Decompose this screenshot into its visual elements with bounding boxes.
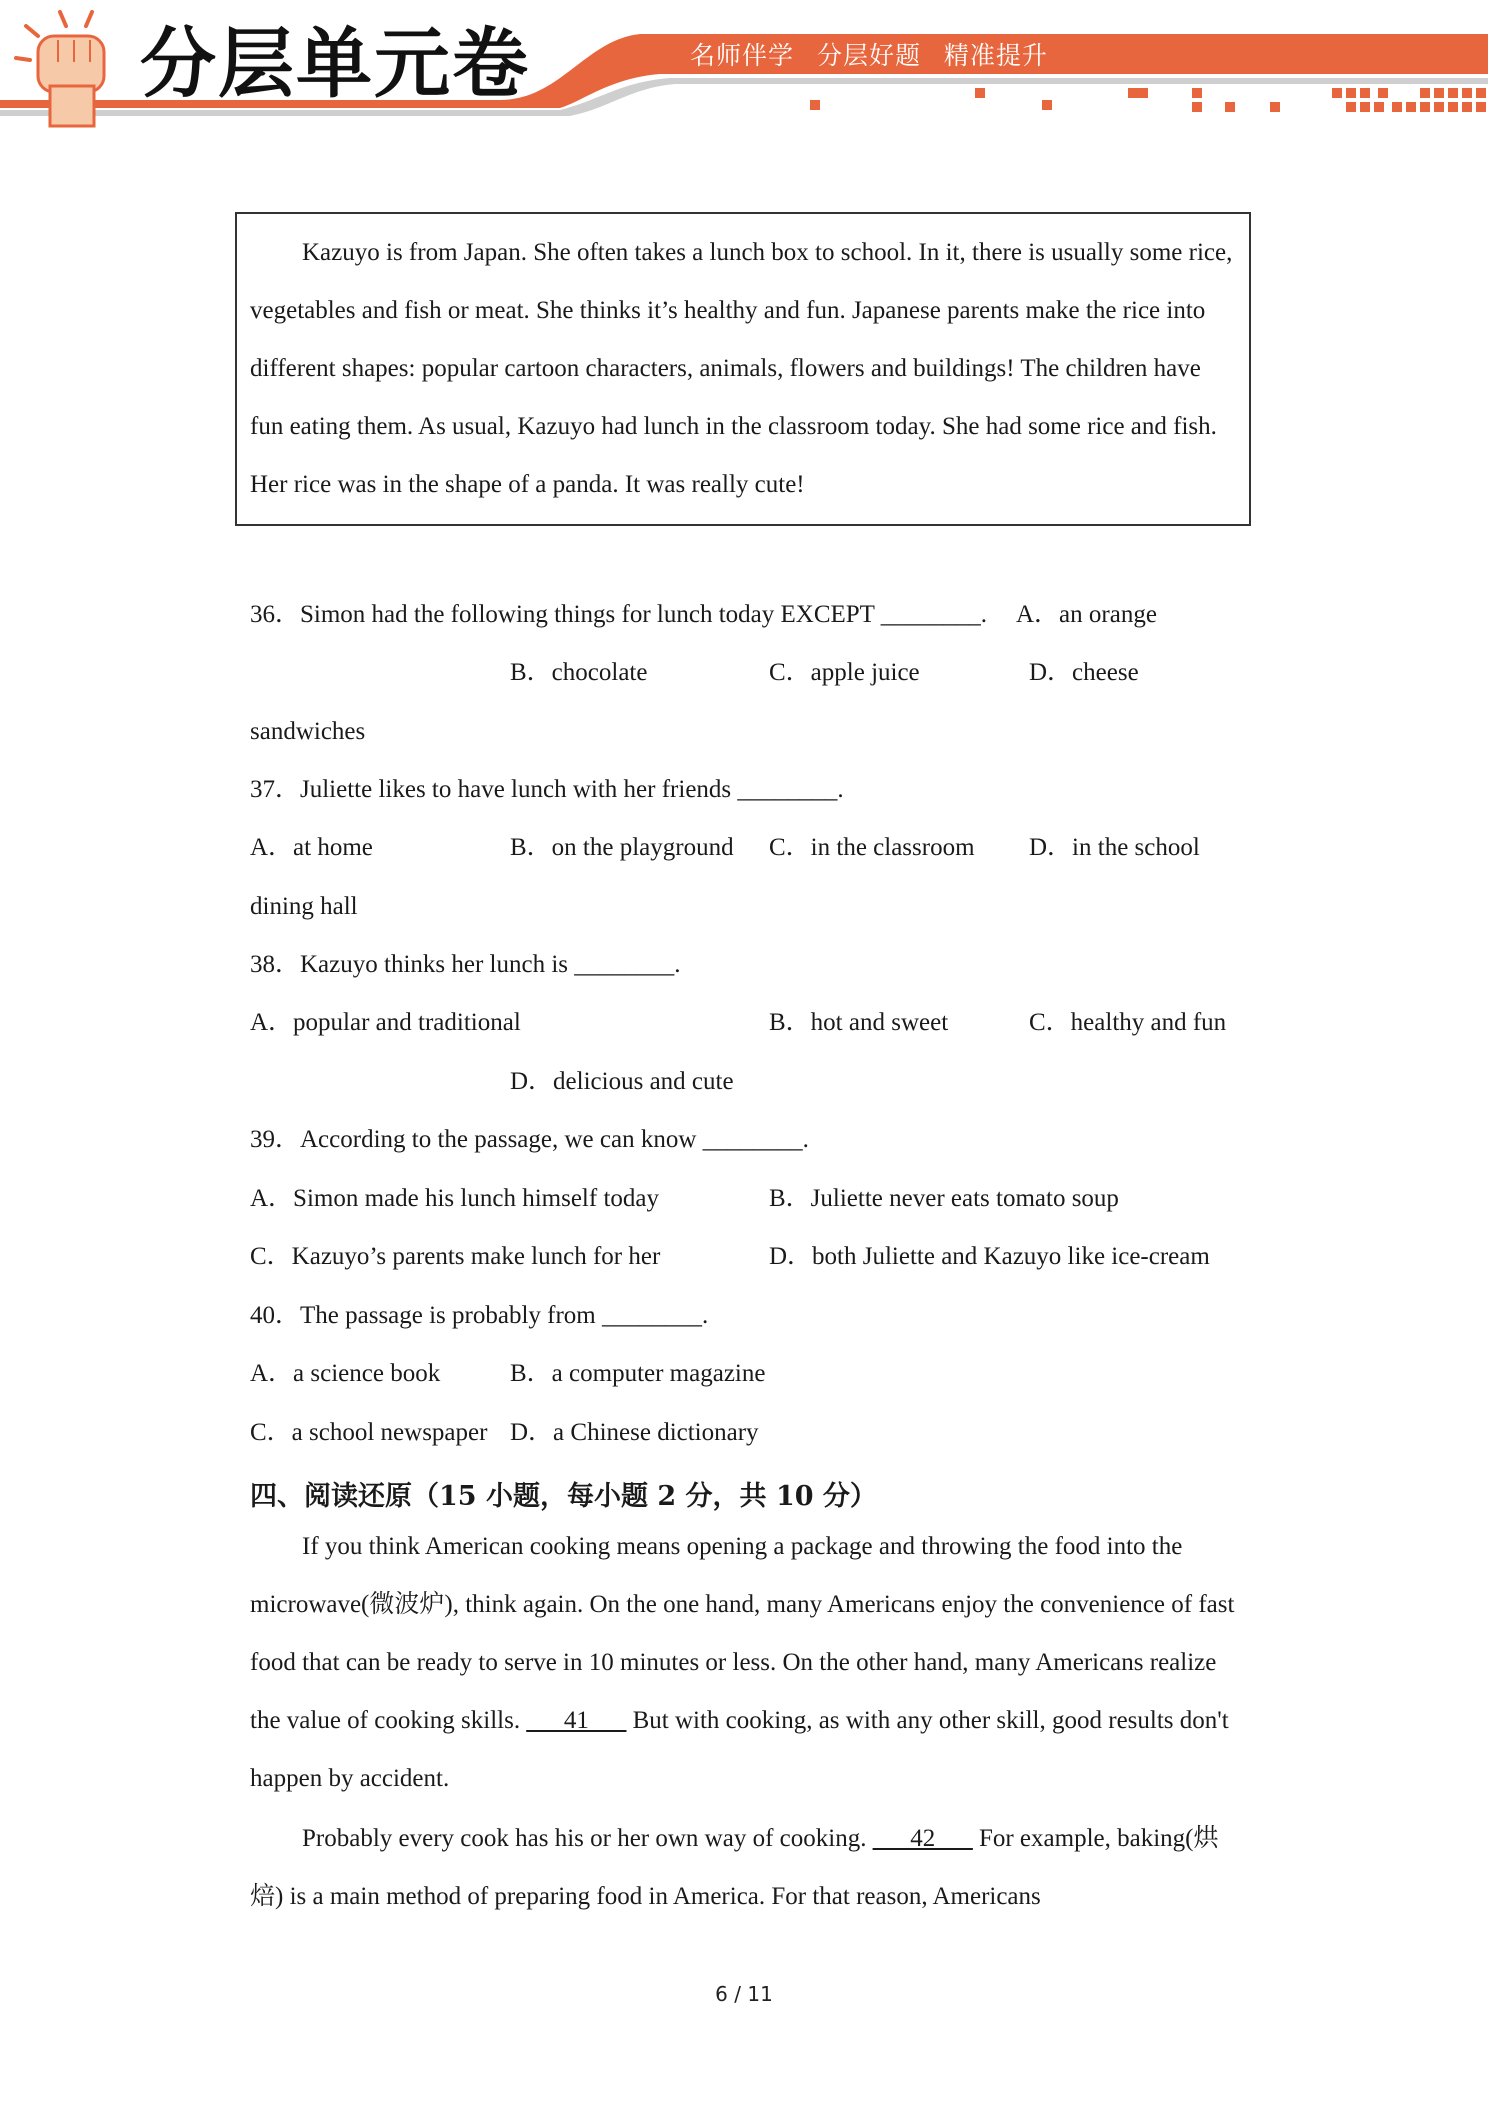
q39-stem: 39．According to the passage, we can know ________. xyxy=(250,1126,809,1153)
paragraph-text: But with cooking, as with any other skill, good results don't happen by accident. xyxy=(250,1707,1229,1792)
q38-option-a: A．popular and traditional xyxy=(250,1009,521,1036)
q37-option-d-wrap: dining hall xyxy=(250,893,358,920)
section4-paragraph-1 xyxy=(250,1518,1240,1808)
blank-42: ___42___ xyxy=(872,1825,973,1852)
q37-option-a: A．at home xyxy=(250,834,373,861)
q39-option-d: D．both Juliette and Kazuyo like ice-cream xyxy=(769,1243,1210,1270)
q37-stem: 37．Juliette likes to have lunch with her friends ________. xyxy=(250,776,844,803)
q36-option-d-wrap: sandwiches xyxy=(250,718,366,745)
q36-stem: 36．Simon had the following things for lunch today EXCEPT ________. xyxy=(250,601,987,628)
section-title: 四、阅读还原（15 小题，每小题 2 分，共 10 分） xyxy=(250,1481,877,1512)
q39-option-b: B．Juliette never eats tomato soup xyxy=(769,1185,1119,1212)
q36-option-a: A．an orange xyxy=(1016,601,1157,628)
q36-option-c: C．apple juice xyxy=(769,659,920,686)
page-number: 6 / 11 xyxy=(715,1982,773,2006)
passage-text: Kazuyo is from Japan. She often takes a lunch box to school. In it, there is usually some rice, vegetables and fish or meat. She thinks it’s healthy and fun. Japanese parents make the rice into different shapes: popular cartoon characters, animals, flowers and buildings! The children have fun eating them. As usual, Kazuyo had lunch in the classroom today. She had some rice and fish. Her rice was in the shape of a panda. It was really cute! xyxy=(250,239,1233,498)
q40-stem: 40．The passage is probably from ________. xyxy=(250,1302,709,1329)
blank-41: ___41___ xyxy=(526,1707,627,1734)
fist-icon xyxy=(16,12,104,126)
paragraph-text: If you think American cooking means opening a package and throwing the food into the microwave(微波炉), think again. On the one hand, many Americans enjoy the convenience of fast food that can be ready to serve in 10 minutes or less. On the other hand, many Americans realize the value of cooking skills. xyxy=(250,1533,1235,1734)
q38-option-c: C．healthy and fun xyxy=(1029,1009,1227,1036)
q37-option-d: D．in the school xyxy=(1029,834,1200,861)
q40-option-c: C．a school newspaper xyxy=(250,1419,488,1446)
q40-option-b: B．a computer magazine xyxy=(510,1360,766,1387)
q39-option-a: A．Simon made his lunch himself today xyxy=(250,1185,659,1212)
q38-option-b: B．hot and sweet xyxy=(769,1009,949,1036)
q36-option-d: D．cheese xyxy=(1029,659,1139,686)
q37-option-b: B．on the playground xyxy=(510,834,734,861)
q36-option-b: B．chocolate xyxy=(510,659,648,686)
section4-paragraph-2 xyxy=(250,1810,1240,1926)
q38-option-d: D．delicious and cute xyxy=(510,1068,734,1095)
header-slogan: 名师伴学 分层好题 精准提升 xyxy=(690,41,1048,70)
q40-option-d: D．a Chinese dictionary xyxy=(510,1419,759,1446)
brand-title: 分层单元卷 xyxy=(140,19,530,108)
q37-option-c: C．in the classroom xyxy=(769,834,975,861)
q38-stem: 38．Kazuyo thinks her lunch is ________. xyxy=(250,951,681,978)
page-header xyxy=(0,0,1488,140)
paragraph-text: For example, baking(烘焙) is a main method of preparing food in America. For that reason, Americans xyxy=(250,1825,1219,1910)
q39-option-c: C．Kazuyo’s parents make lunch for her xyxy=(250,1243,661,1270)
paragraph-text: Probably every cook has his or her own way of cooking. xyxy=(302,1825,873,1852)
q40-option-a: A．a science book xyxy=(250,1360,441,1387)
